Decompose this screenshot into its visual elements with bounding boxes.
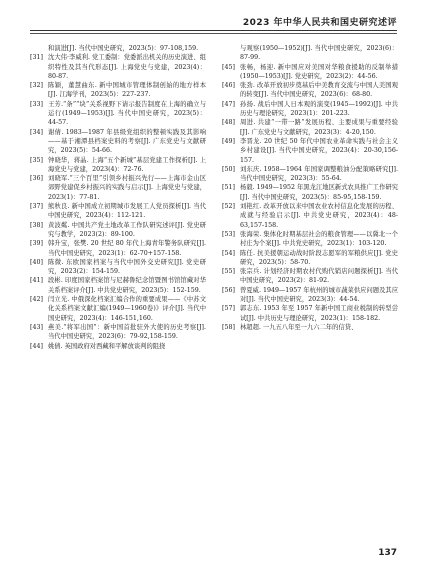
reference-entry [30,202,206,221]
reference-number: [51] [222,184,235,192]
reference-entry [222,137,398,165]
reference-entry [222,202,398,230]
reference-entry [30,156,206,175]
reference-number: [40] [30,258,43,266]
reference-entry [222,267,398,286]
reference-entry [30,128,206,156]
references-right-column [222,44,398,332]
reference-number: [39] [30,240,43,248]
reference-number: [42] [30,296,43,304]
reference-text: 刘晓军.“三个百里”引领乡村振兴先行——上海市金山区郊野党建促乡村振兴的实践与启示[J]. 上海党史与党建，2023(1)：77-81. [48,175,206,201]
reference-entry [222,183,398,202]
reference-number: [53] [222,230,235,238]
reference-number: [55] [222,268,235,276]
reference-entry [222,323,398,332]
reference-text: 韩升宝，张樊. 20 世纪 80 年代上海青年警务队研究[J]. 当代中国史研究，2023(1)：62-70+157-158. [48,240,206,257]
reference-number: [37] [30,203,43,211]
reference-text: 陈微. 东欧国家档案与当代中国外交史研究[J]. 党史研究，2023(2)：154-159. [48,258,206,276]
reference-entry [30,323,206,342]
reference-text: 与观察(1950—1952)[J]. 当代中国史研究，2023(6)：87-99. [240,45,398,62]
reference-number: [36] [30,175,43,183]
reference-entry [222,304,398,323]
reference-entry [30,44,206,53]
reference-number: [56] [222,286,235,294]
reference-text: 谢倩. 1983—1987 年县级党组织的整顿实践及其影响——基于湘潭县档案史料的考察[J]. 广东党史与文献研究，2023(5)：54-66. [48,128,206,155]
reference-text: 王芳.“条”“块”关系视野下请示报告制度在上海的确立与运行(1949—1953)[J]. 当代中国史研究，2023(5)：44-57. [48,100,206,127]
reference-number: [48] [222,119,235,127]
reference-text: 张宗兵. 计划经济时期农村代购代销店问题探析[J]. 当代中国史研究，2023(2)：81-92. [240,268,398,285]
reference-entry [30,100,206,128]
reference-entry [222,81,398,100]
reference-number: [54] [222,249,235,257]
reference-text: 姚倩. 英国政府对西藏和平解放谈判的阻挠 [48,342,166,350]
reference-text: 陈任. 抗美援朝运动战时阶段志愿军的军粮供应[J]. 党史研究，2023(5)：58-70. [240,249,398,266]
reference-entry [222,63,398,82]
reference-number: [52] [222,203,235,211]
reference-entry [30,174,206,202]
reference-text: 郭志东. 1953 年至 1957 年新中国工商业税制的转型尝试[J]. 中共历史与理论研究，2023(1)：158-182. [240,305,398,322]
reference-entry [222,249,398,268]
running-header-title: 2023 年中华人民共和国史研究述评 [242,18,397,28]
reference-number: [44] [30,342,43,350]
reference-text: 钟晓华，蒋晶. 上海“五个新城”基层党建工作探析[J]. 上海党史与党建，2023(4)：72-76. [48,156,206,173]
reference-text: 陈颖，董慧曲东. 新中国城市管理体制创始的地方样本[J]. 江海学刊，2023(5)：227-237. [48,82,206,99]
reference-entry [30,276,206,295]
reference-number: [31] [30,54,43,62]
reference-text: 李晋龙. 20 世纪 50 年代中国农业革命实践与社会主义乡村建设[J]. 当代中国史研究，2023(4)：20-30,156-157. [240,137,398,164]
reference-number: [34] [30,128,43,136]
reference-text: 燕美.“将军出国”：新中国首批驻外大使的历史考察[J]. 当代中国史研究，2023(6)：79-92,158-159. [48,323,206,341]
reference-text: 闫立光. 中俄深化档案汇编合作的重要成果——《中苏文化关系档案文献汇编(1949—1960卷)》评介[J]. 当代中国史研究，2023(4)：146-151,160. [48,296,206,322]
reference-entry [222,230,398,249]
reference-entry [30,81,206,100]
reference-number: [32] [30,82,43,90]
reference-text: 曾夏威. 1949—1957 年杭州的城市蔬菜供应问题及其应对[J]. 当代中国史研究，2023(3)：44-54. [240,286,398,304]
reference-text: 杨毅. 1949—1952 年黑龙江地区新式农具推广工作研究[J]. 当代中国史研究，2023(5)：85-95,158-159. [240,184,398,201]
reference-text: 周进. 共建“一带一路”发展历程、主要成果与重要经验[J]. 广东党史与文献研究，2023(3)：4-20,150. [240,119,398,136]
reference-number: [45] [222,63,235,71]
reference-text: 张畅，杨迎. 新中国应对美国对华粮食援助的反制举措(1950—1953)[J]. 党史研究，2023(2)：44-56. [240,63,398,80]
reference-text: 林超超. 一九五八年至一九六二年的信贷、 [240,323,358,331]
reference-text: 沈大伟·李威利. 党工委制：党委派出机关的历史演进、组织特性及其当代形态[J]. 上海党史与党建，2023(4)：80-87. [48,54,206,80]
reference-entry [222,118,398,137]
reference-text: 孙扬. 战后中国人日本观的演变(1945—1992)[J]. 中共历史与理论研究，2023(1)：201-223. [240,100,398,118]
reference-number: [43] [30,323,43,331]
reference-text: 段彬. 印度国家档案馆与尼赫鲁纪念馆暨图书馆馆藏对华关系档案评介[J]. 中共党史研究，2023(5)：152-159. [48,277,206,294]
reference-text: 和演进[J]. 当代中国史研究，2023(5)：97-108,159. [48,45,199,52]
reference-entry [30,221,206,240]
reference-entry [222,286,398,305]
reference-number: [41] [30,277,43,285]
reference-number: [38] [30,221,43,229]
reference-number: [33] [30,100,43,108]
reference-text: 张劲. 改革开放初步奠基后中美教育交流与中国人美国观的转变[J]. 当代中国史研究，2023(6)：68-80. [240,82,398,99]
reference-entry [30,295,206,323]
page-number: 137 [378,548,397,558]
reference-number: [47] [222,100,235,108]
header-rule-thin [30,33,397,34]
reference-entry [222,44,398,63]
reference-number: [46] [222,82,235,90]
reference-number: [57] [222,305,235,313]
reference-text: 刘艳红. 改革开放以来中国农业农村信息化发展的历程、成就与经验启示[J]. 中共党史研究，2023(4)：48-63,157-158. [240,203,398,229]
header-rule [30,30,397,31]
reference-number: [49] [222,137,235,145]
reference-text: 熊秋良. 新中国成立初期城市发展工人党员探析[J]. 当代中国史研究，2023(4)：112-121. [48,203,206,220]
reference-entry [30,53,206,81]
reference-text: 刘东庆. 1958—1964 年国家调整粮油分配策略研究[J]. 当代中国史研究，2023(3)：55-64. [240,165,398,183]
reference-text: 张海荣. 集体化时期基层社会的粮食管理——以冀北一个村庄为个案[J]. 中共党史研究，2023(1)：103-120. [240,230,398,248]
reference-entry [30,258,206,277]
reference-entry [30,342,206,351]
references-left-column [30,44,206,351]
reference-entry [222,100,398,119]
reference-entry [222,165,398,184]
reference-entry [30,239,206,258]
reference-number: [58] [222,323,235,331]
reference-number: [35] [30,156,43,164]
reference-number: [50] [222,165,235,173]
reference-text: 黄波粼. 中国共产党土地改革工作队研究述评[J]. 党史研究与教学，2023(2)：89-100. [48,221,206,238]
